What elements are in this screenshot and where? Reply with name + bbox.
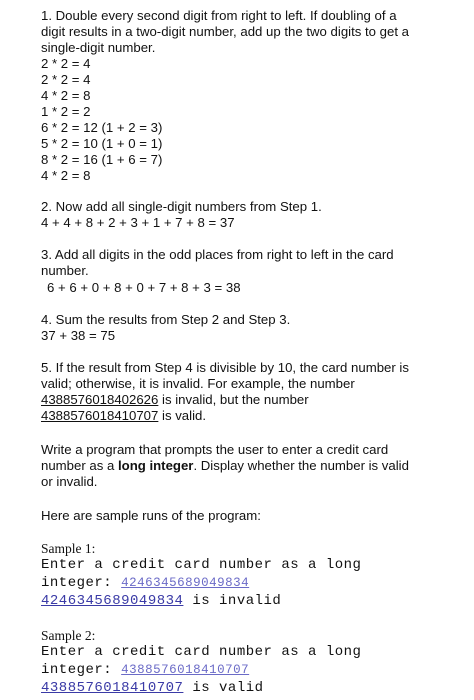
step1-text-line-2: digit results in a two-digit number, add up the two digits to get a	[41, 24, 409, 39]
example-valid-number: 4388576018410707	[41, 408, 159, 423]
step5-valid-suffix: is valid.	[158, 408, 206, 423]
example-invalid-number: 4388576018402626	[41, 392, 159, 407]
step3-text-line-2: number.	[41, 263, 89, 278]
step1-calc-5: 6 * 2 = 12 (1 + 2 = 3)	[41, 120, 163, 135]
step5-text-line-1: 5. If the result from Step 4 is divisible by 10, the card number is	[41, 360, 409, 375]
sample1-label: Sample 1:	[41, 541, 96, 556]
sample2-result-number: 4388576018410707	[41, 680, 184, 696]
step2-text: 2. Now add all single-digit numbers from Step 1.	[41, 199, 322, 214]
step2-calc: 4 + 4 + 8 + 2 + 3 + 1 + 7 + 8 = 37	[41, 215, 235, 230]
step4-text: 4. Sum the results from Step 2 and Step 3.	[41, 312, 291, 327]
step1-calc-6: 5 * 2 = 10 (1 + 0 = 1)	[41, 136, 163, 151]
sample2-prompt-line-1: Enter a credit card number as a long	[41, 644, 362, 660]
step1-text-line-1: 1. Double every second digit from right to left. If doubling of a	[41, 8, 397, 23]
step1-text-line-3: single-digit number.	[41, 40, 156, 55]
step3-text-line-1: 3. Add all digits in the odd places from right to left in the card	[41, 247, 394, 262]
step1-calc-4: 1 * 2 = 2	[41, 104, 91, 119]
step3-calc: 6 + 6 + 0 + 8 + 0 + 7 + 8 + 3 = 38	[47, 280, 241, 295]
task-text-line-2	[41, 458, 409, 474]
sample2-prompt-label: integer:	[41, 662, 122, 678]
step4-calc: 37 + 38 = 75	[41, 328, 116, 343]
step5-text-line-3	[41, 392, 309, 408]
sample1-prompt-label: integer:	[41, 575, 122, 591]
step1-calc-2: 2 * 2 = 4	[41, 72, 91, 87]
samples-intro: Here are sample runs of the program:	[41, 508, 261, 523]
step5-invalid-suffix: is invalid, but the number	[158, 392, 309, 407]
task-line-2-suffix: . Display whether the number is valid	[193, 458, 409, 473]
task-long-integer-emphasis: long integer	[117, 458, 194, 473]
sample1-result-text: is invalid	[183, 593, 282, 609]
step5-text-line-2: valid; otherwise, it is invalid. For example, the number	[41, 376, 355, 391]
step1-calc-7: 8 * 2 = 16 (1 + 6 = 7)	[41, 152, 163, 167]
sample1-result-line	[41, 593, 281, 609]
sample1-prompt-line-2	[41, 575, 249, 591]
step1-calc-8: 4 * 2 = 8	[41, 168, 91, 183]
sample2-result-line	[41, 680, 264, 696]
sample1-prompt-line-1: Enter a credit card number as a long	[41, 557, 362, 573]
sample1-user-input: 4246345689049834	[121, 576, 250, 590]
sample2-result-text: is valid	[183, 680, 264, 696]
task-line-2-prefix: number as a	[41, 458, 118, 473]
sample2-prompt-line-2	[41, 662, 249, 678]
step5-text-line-4	[41, 408, 206, 424]
sample2-user-input: 4388576018410707	[121, 663, 250, 677]
step1-calc-3: 4 * 2 = 8	[41, 88, 91, 103]
sample1-result-number: 4246345689049834	[41, 593, 184, 609]
task-text-line-3: or invalid.	[41, 474, 98, 489]
sample2-label: Sample 2:	[41, 628, 96, 643]
task-text-line-1: Write a program that prompts the user to enter a credit card	[41, 442, 389, 457]
step1-calc-1: 2 * 2 = 4	[41, 56, 91, 71]
